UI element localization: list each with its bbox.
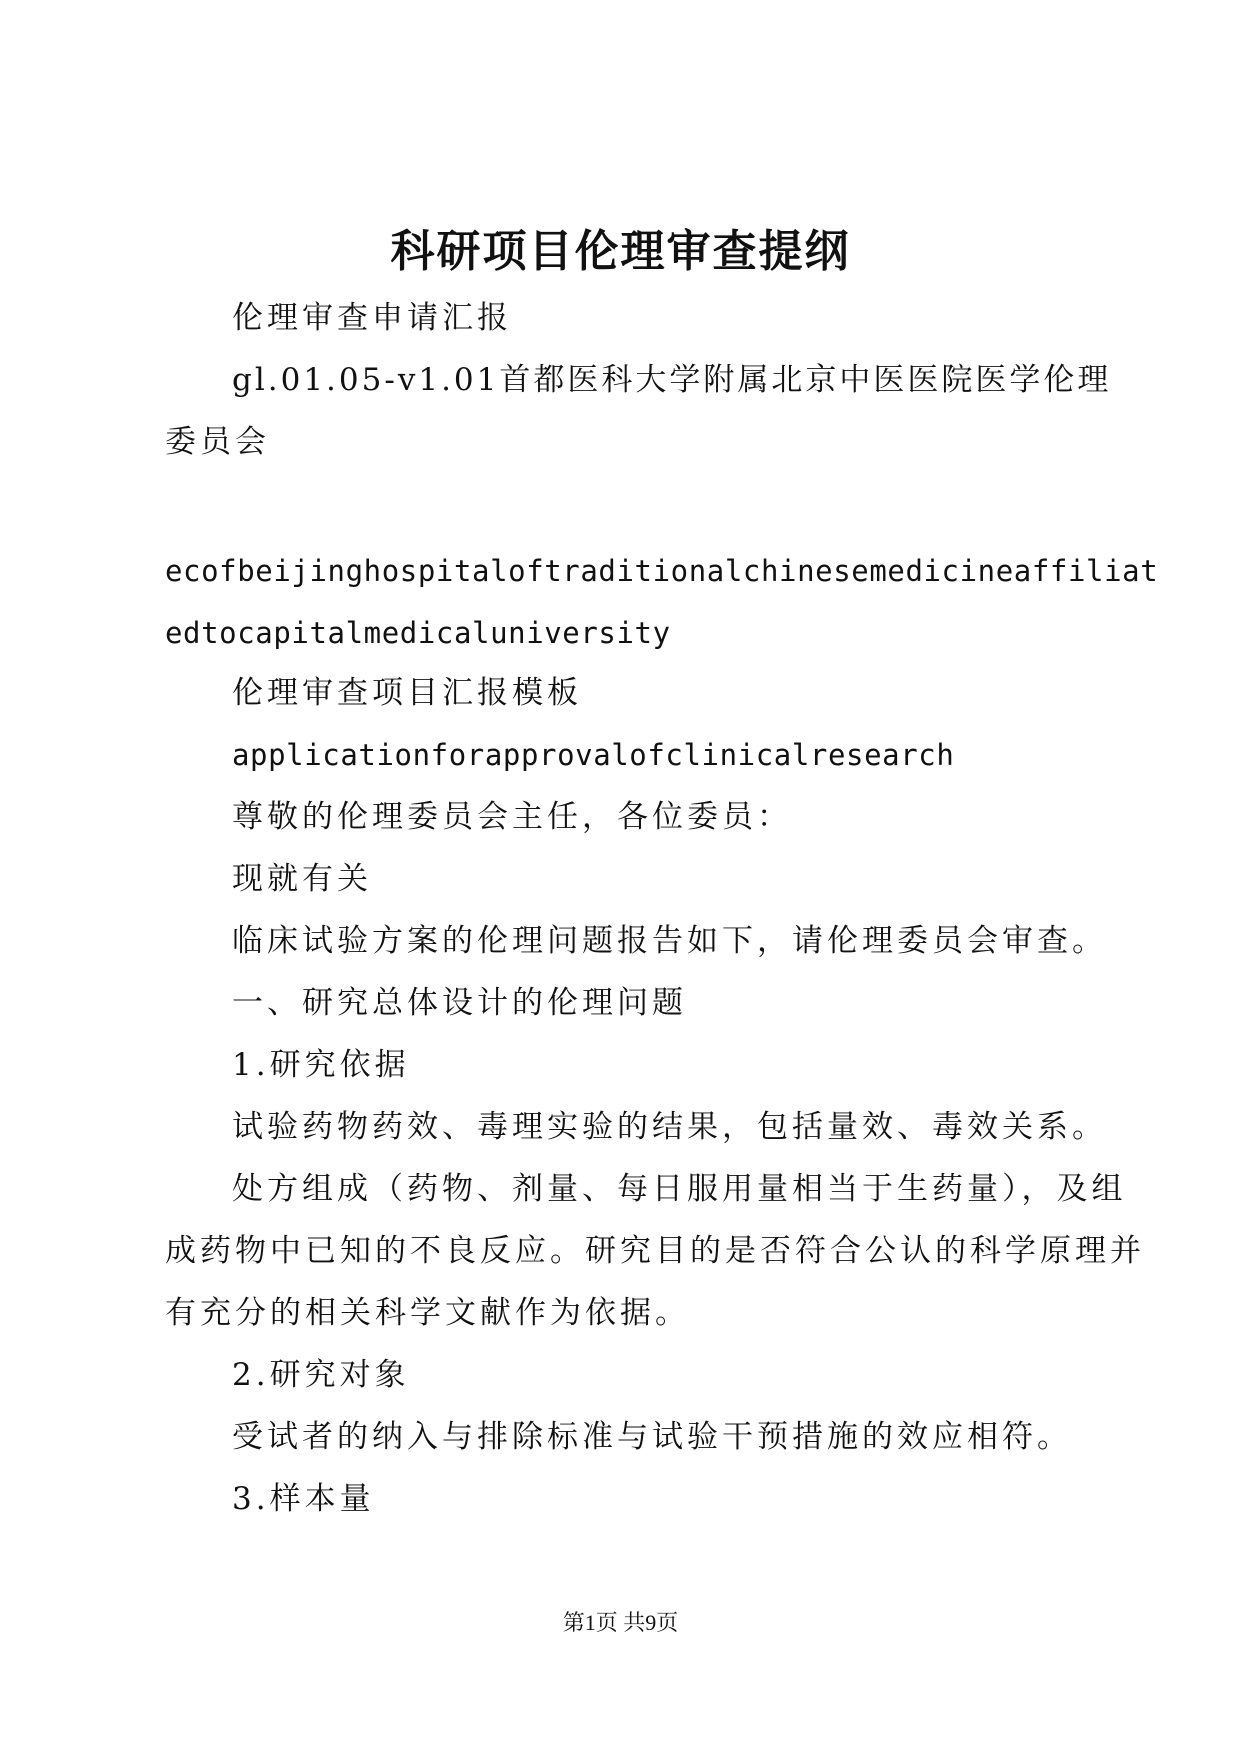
paragraph-line: 试验药物药效、毒理实验的结果，包括量效、毒效关系。 xyxy=(232,1109,1107,1145)
page-number-footer: 第1页 共9页 xyxy=(562,1610,679,1635)
subsection-heading: 3.样本量 xyxy=(232,1481,375,1517)
paragraph-line: edtocapitalmedicaluniversity xyxy=(165,616,671,650)
paragraph-line: 现就有关 xyxy=(232,861,372,897)
paragraph-line: 成药物中已知的不良反应。研究目的是否符合公认的科学原理并 xyxy=(165,1233,1145,1269)
paragraph-line: applicationforapprovalofclinicalresearch xyxy=(232,738,955,772)
paragraph-line: gl.01.05-v1.01首都医科大学附属北京中医医院医学伦理 xyxy=(232,362,1112,398)
paragraph-line: 有充分的相关科学文献作为依据。 xyxy=(165,1295,690,1331)
paragraph-line: 处方组成（药物、剂量、每日服用量相当于生药量），及组 xyxy=(232,1171,1127,1207)
paragraph-line: 临床试验方案的伦理问题报告如下，请伦理委员会审查。 xyxy=(232,923,1107,959)
paragraph-line: 受试者的纳入与排除标准与试验干预措施的效应相符。 xyxy=(232,1419,1072,1455)
paragraph-line: 伦理审查申请汇报 xyxy=(232,300,512,336)
paragraph-line: 委员会 xyxy=(165,424,270,460)
subsection-heading: 1.研究依据 xyxy=(232,1047,410,1083)
paragraph-line: 尊敬的伦理委员会主任，各位委员： xyxy=(232,799,792,835)
subsection-heading: 2.研究对象 xyxy=(232,1357,410,1393)
paragraph-line: 伦理审查项目汇报模板 xyxy=(232,675,582,711)
section-heading: 一、研究总体设计的伦理问题 xyxy=(232,985,687,1021)
paragraph-line: ecofbeijinghospitaloftraditionalchinesemedicineaffiliat xyxy=(165,554,1159,588)
document-title: 科研项目伦理审查提纲 xyxy=(390,226,851,277)
